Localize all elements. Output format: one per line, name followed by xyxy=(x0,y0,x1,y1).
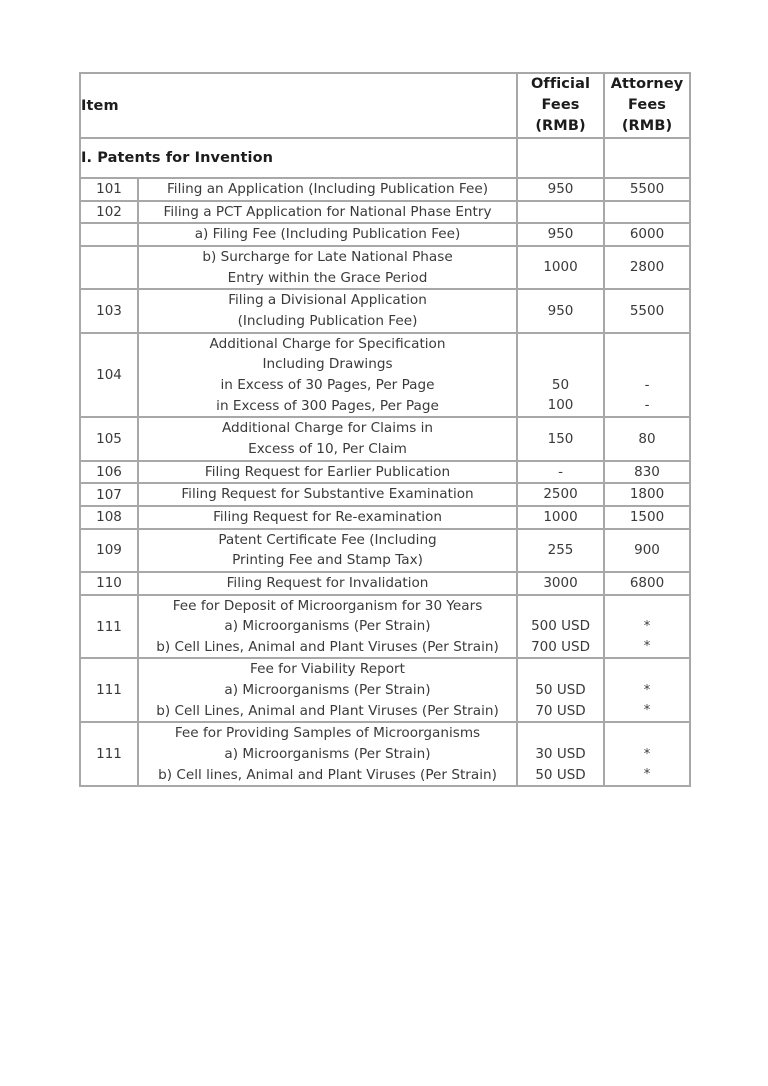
item-number-cell: 105 xyxy=(80,417,138,460)
table-row xyxy=(80,246,690,289)
official-fee-cell xyxy=(517,223,604,246)
description-line: Printing Fee and Stamp Tax) xyxy=(232,552,423,569)
table-row xyxy=(80,333,690,418)
description-line: (Including Publication Fee) xyxy=(237,312,418,329)
column-header-attorney-fees xyxy=(604,73,690,138)
value-line: 150 xyxy=(547,430,574,447)
official-fee-cell xyxy=(517,658,604,722)
section-header-row xyxy=(80,138,690,178)
official-fee-cell xyxy=(517,572,604,595)
description-line: Filing an Application (Including Publication Fee) xyxy=(166,181,489,198)
item-description-cell xyxy=(138,461,517,484)
item-description-cell xyxy=(138,246,517,289)
column-header-official-fees xyxy=(517,73,604,138)
attorney-fee-cell xyxy=(604,529,690,572)
item-description-cell xyxy=(138,178,517,201)
attorney-fees-line-3: (RMB) xyxy=(621,118,673,135)
item-number-cell xyxy=(80,246,138,289)
value-line: 50 USD xyxy=(535,766,586,783)
value-line: 2500 xyxy=(543,486,578,503)
attorney-fees-line-2: Fees xyxy=(628,97,667,114)
value-line: 6800 xyxy=(629,574,665,591)
value-line: 500 USD xyxy=(531,618,590,635)
attorney-fee-cell xyxy=(604,246,690,289)
value-line: - xyxy=(644,397,650,414)
value-line: 100 xyxy=(547,397,574,414)
attorney-fee-cell xyxy=(604,595,690,659)
official-fee-cell xyxy=(517,461,604,484)
value-line: 5500 xyxy=(629,181,665,198)
section-official-blank xyxy=(517,138,604,178)
section-title: I. Patents for Invention xyxy=(80,138,517,178)
item-description-cell xyxy=(138,572,517,595)
value-line: - xyxy=(644,376,650,393)
value-line: 50 xyxy=(551,376,570,393)
item-number-cell: 109 xyxy=(80,529,138,572)
official-fees-line-1: Official xyxy=(530,76,591,92)
table-row xyxy=(80,417,690,460)
item-number-cell: 107 xyxy=(80,483,138,506)
table-row xyxy=(80,483,690,506)
description-line: Additional Charge for Specification xyxy=(209,335,446,352)
attorney-fee-cell xyxy=(604,572,690,595)
description-line: Including Drawings xyxy=(262,356,393,373)
value-spacer xyxy=(518,724,603,745)
attorney-fee-cell xyxy=(604,722,690,786)
official-fee-cell xyxy=(517,178,604,201)
item-description-cell xyxy=(138,483,517,506)
item-number-cell: 104 xyxy=(80,333,138,418)
table-row xyxy=(80,178,690,201)
value-spacer xyxy=(605,724,689,745)
item-description-cell xyxy=(138,529,517,572)
value-line: 830 xyxy=(634,463,660,480)
value-line: 30 USD xyxy=(535,746,586,763)
item-number-cell: 110 xyxy=(80,572,138,595)
value-line: * xyxy=(643,619,651,634)
description-line: Additional Charge for Claims in xyxy=(221,420,434,437)
attorney-fee-cell xyxy=(604,178,690,201)
official-fee-cell xyxy=(517,417,604,460)
value-line: * xyxy=(643,682,651,698)
item-number-cell xyxy=(80,223,138,246)
value-line: 950 xyxy=(547,226,574,243)
official-fee-cell xyxy=(517,289,604,332)
description-line: b) Surcharge for Late National Phase xyxy=(202,249,453,266)
table-header xyxy=(80,73,690,138)
attorney-fee-cell xyxy=(604,223,690,246)
table-body xyxy=(80,138,690,786)
official-fee-cell xyxy=(517,333,604,418)
description-line: Filing a Divisional Application xyxy=(228,292,427,309)
table-row xyxy=(80,223,690,246)
table-row xyxy=(80,658,690,722)
value-line: 255 xyxy=(547,541,574,558)
attorney-fee-cell xyxy=(604,658,690,722)
official-fee-cell xyxy=(517,201,604,224)
description-line: Fee for Deposit of Microorganism for 30 Years xyxy=(172,597,483,614)
value-line: * xyxy=(643,766,651,782)
item-number-cell: 111 xyxy=(80,722,138,786)
attorney-fees-line-1: Attorney xyxy=(610,76,684,92)
value-spacer xyxy=(518,334,603,355)
value-spacer xyxy=(605,354,689,375)
description-line: Filing Request for Substantive Examination xyxy=(181,486,474,503)
header-row xyxy=(80,73,690,138)
value-spacer xyxy=(605,334,689,355)
official-fee-cell xyxy=(517,595,604,659)
table-row xyxy=(80,722,690,786)
table-row xyxy=(80,506,690,529)
description-line: Filing Request for Re-examination xyxy=(213,508,442,525)
value-line: 50 USD xyxy=(535,682,586,699)
value-line: 1000 xyxy=(543,508,578,525)
value-spacer xyxy=(605,660,689,681)
attorney-fee-cell xyxy=(604,289,690,332)
value-spacer xyxy=(518,596,603,617)
value-line: - xyxy=(558,463,563,480)
item-description-cell xyxy=(138,658,517,722)
item-description-cell xyxy=(138,333,517,418)
description-line: Excess of 10, Per Claim xyxy=(248,440,407,457)
item-description-cell xyxy=(138,223,517,246)
description-line: b) Cell Lines, Animal and Plant Viruses (Per Strain) xyxy=(156,638,499,655)
value-line: 950 xyxy=(547,181,574,198)
attorney-fee-cell xyxy=(604,417,690,460)
description-line: Filing Request for Invalidation xyxy=(226,574,429,591)
value-line: * xyxy=(643,746,651,762)
description-line: Patent Certificate Fee (Including xyxy=(218,531,437,548)
official-fee-cell xyxy=(517,246,604,289)
table-row xyxy=(80,595,690,659)
patent-fee-table xyxy=(79,72,691,787)
value-line: 700 USD xyxy=(531,638,590,655)
description-line: b) Cell Lines, Animal and Plant Viruses (Per Strain) xyxy=(156,702,499,719)
table-row xyxy=(80,572,690,595)
description-line: a) Microorganisms (Per Strain) xyxy=(224,618,431,635)
description-line: a) Microorganisms (Per Strain) xyxy=(224,682,431,699)
column-header-item: Item xyxy=(80,73,517,138)
description-line: in Excess of 30 Pages, Per Page xyxy=(220,376,435,393)
item-number-cell: 111 xyxy=(80,595,138,659)
official-fee-cell xyxy=(517,483,604,506)
value-line: 1800 xyxy=(629,486,665,503)
value-line: 3000 xyxy=(543,574,578,591)
description-line: Fee for Providing Samples of Microorganisms xyxy=(174,725,481,742)
description-line: Filing Request for Earlier Publication xyxy=(204,463,451,480)
table-row xyxy=(80,289,690,332)
description-line: Filing a PCT Application for National Phase Entry xyxy=(163,203,492,220)
item-description-cell xyxy=(138,506,517,529)
official-fee-cell xyxy=(517,529,604,572)
value-spacer xyxy=(518,354,603,375)
value-line: 1500 xyxy=(629,508,665,525)
item-number-cell: 106 xyxy=(80,461,138,484)
table-row xyxy=(80,461,690,484)
value-line: * xyxy=(643,702,651,718)
description-line: Fee for Viability Report xyxy=(250,661,405,678)
value-spacer xyxy=(518,660,603,681)
description-line: a) Filing Fee (Including Publication Fee) xyxy=(194,226,461,243)
value-line: 900 xyxy=(634,541,660,558)
value-line: 950 xyxy=(547,302,574,319)
item-number-cell: 111 xyxy=(80,658,138,722)
value-line: 80 xyxy=(638,430,656,447)
item-number-cell: 108 xyxy=(80,506,138,529)
table-row xyxy=(80,529,690,572)
official-fees-line-2: Fees xyxy=(541,97,580,114)
item-number-cell: 101 xyxy=(80,178,138,201)
table-row xyxy=(80,201,690,224)
official-fees-line-3: (RMB) xyxy=(535,118,586,135)
attorney-fee-cell xyxy=(604,333,690,418)
item-description-cell xyxy=(138,289,517,332)
item-description-cell xyxy=(138,722,517,786)
attorney-fee-cell xyxy=(604,201,690,224)
description-line: b) Cell lines, Animal and Plant Viruses (Per Strain) xyxy=(158,766,497,783)
description-line: in Excess of 300 Pages, Per Page xyxy=(216,397,439,414)
value-line: * xyxy=(643,638,651,654)
item-description-cell xyxy=(138,201,517,224)
value-line: 2800 xyxy=(629,259,665,276)
attorney-fee-cell xyxy=(604,461,690,484)
value-line: 70 USD xyxy=(535,702,586,719)
item-number-cell: 102 xyxy=(80,201,138,224)
item-description-cell xyxy=(138,595,517,659)
attorney-fee-cell xyxy=(604,483,690,506)
value-spacer xyxy=(605,596,689,617)
value-line: 6000 xyxy=(629,226,665,243)
description-line: a) Microorganisms (Per Strain) xyxy=(224,746,431,763)
value-line: 5500 xyxy=(629,302,665,319)
value-line: 1000 xyxy=(543,259,578,276)
attorney-fee-cell xyxy=(604,506,690,529)
section-attorney-blank xyxy=(604,138,690,178)
item-description-cell xyxy=(138,417,517,460)
official-fee-cell xyxy=(517,722,604,786)
description-line: Entry within the Grace Period xyxy=(227,269,428,286)
official-fee-cell xyxy=(517,506,604,529)
item-number-cell: 103 xyxy=(80,289,138,332)
